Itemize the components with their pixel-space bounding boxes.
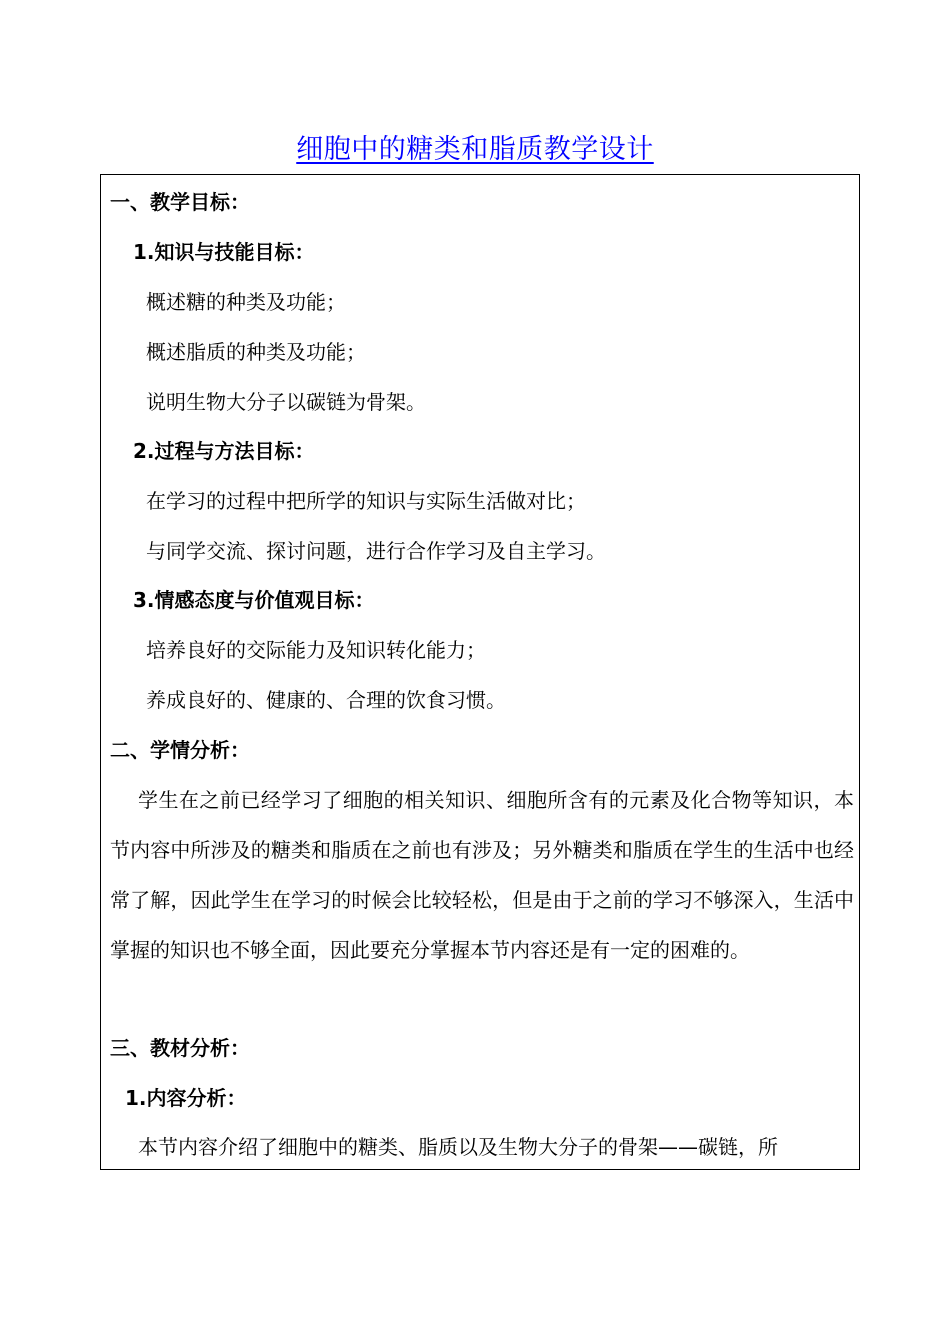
learner-analysis-paragraph: 学生在之前已经学习了细胞的相关知识、细胞所含有的元素及化合物等知识，本节内容中所涉及的糖类和脂质在之前也有涉及；另外糖类和脂质在学生的生活中也经常了解，因此学生在学习的时候会比较轻松，但是由于之前的学习不够深入，生活中掌握的知识也不够全面，因此要充分掌握本节内容还是有一定的困难的。 — [110, 788, 854, 962]
document-title: 细胞中的糖类和脂质教学设计 — [296, 134, 654, 165]
subheading-process-methods: 2.过程与方法目标： — [133, 439, 315, 463]
list-item: 培养良好的交际能力及知识转化能力； — [146, 638, 486, 662]
list-item: 与同学交流、探讨问题，进行合作学习及自主学习。 — [146, 539, 606, 563]
content-analysis-paragraph: 本节内容介绍了细胞中的糖类、脂质以及生物大分子的骨架——碳链，所 — [138, 1135, 778, 1159]
subheading-knowledge-skills: 1.知识与技能目标： — [133, 240, 315, 264]
section-heading-textbook-analysis: 三、教材分析： — [110, 1036, 250, 1060]
subheading-content-analysis: 1.内容分析： — [125, 1086, 247, 1110]
list-item: 概述糖的种类及功能； — [146, 290, 346, 314]
list-item: 概述脂质的种类及功能； — [146, 340, 366, 364]
list-item: 说明生物大分子以碳链为骨架。 — [146, 390, 426, 414]
list-item: 养成良好的、健康的、合理的饮食习惯。 — [146, 688, 506, 712]
section-heading-learner-analysis: 二、学情分析： — [110, 738, 250, 762]
list-item: 在学习的过程中把所学的知识与实际生活做对比； — [146, 489, 586, 513]
section-heading-objectives: 一、教学目标： — [110, 190, 250, 214]
subheading-attitudes-values: 3.情感态度与价值观目标： — [133, 588, 375, 612]
content-box — [100, 174, 860, 1170]
